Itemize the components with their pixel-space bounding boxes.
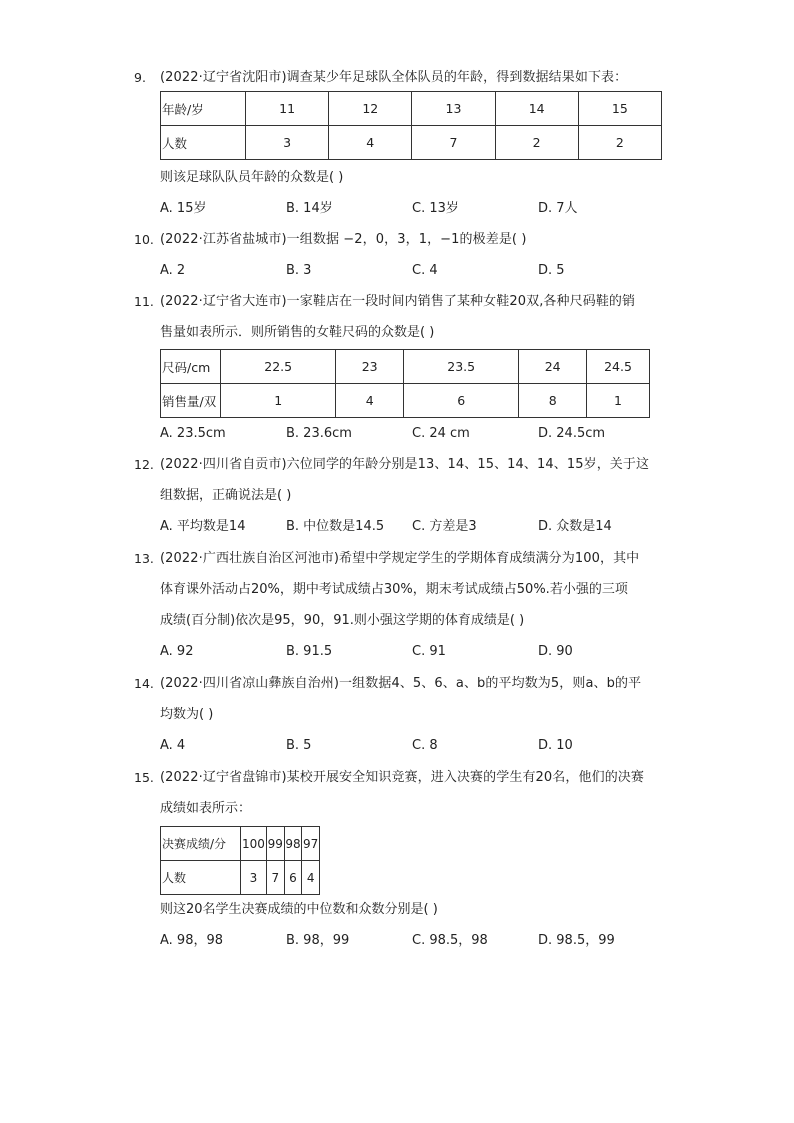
question-text: 则该足球队队员年龄的众数是( ) xyxy=(160,170,344,185)
question-text: (2022·四川省自贡市)六位同学的年龄分别是13、14、15、14、14、15岁，关于这 xyxy=(160,457,650,472)
question-10 xyxy=(134,230,674,250)
question-number: 10. xyxy=(134,232,154,247)
option-a[interactable]: A. 23.5cm xyxy=(160,426,226,441)
table-cell: 2 xyxy=(578,126,661,160)
option-c[interactable]: C. 13岁 xyxy=(412,201,459,216)
table-cell: 销售量/双 xyxy=(161,384,221,418)
question-15-line2 xyxy=(134,799,674,819)
question-12 xyxy=(134,455,674,475)
shoe-size-table xyxy=(160,349,650,418)
option-c[interactable]: C. 24 cm xyxy=(412,426,470,441)
option-b[interactable]: B. 3 xyxy=(286,263,312,278)
question-11-line2 xyxy=(134,323,674,343)
question-11-options xyxy=(134,424,674,444)
question-number: 14. xyxy=(134,676,154,691)
table-cell: 人数 xyxy=(161,861,241,895)
table-cell: 6 xyxy=(284,861,302,895)
question-text: 成绩如表所示： xyxy=(160,801,252,816)
score-table xyxy=(160,826,320,895)
table-cell: 7 xyxy=(266,861,284,895)
question-text: (2022·四川省凉山彝族自治州)一组数据4、5、6、a、b的平均数为5，则a、b的平 xyxy=(160,676,642,691)
option-b[interactable]: B. 98，99 xyxy=(286,933,350,948)
table-cell: 14 xyxy=(495,92,578,126)
question-number: 11. xyxy=(134,294,154,309)
option-b[interactable]: B. 14岁 xyxy=(286,201,333,216)
table-cell: 15 xyxy=(578,92,661,126)
table-cell: 23.5 xyxy=(404,350,519,384)
option-d[interactable]: D. 众数是14 xyxy=(538,519,612,534)
option-c[interactable]: C. 91 xyxy=(412,644,446,659)
table-cell: 13 xyxy=(412,92,495,126)
question-15-after xyxy=(134,900,674,920)
option-b[interactable]: B. 5 xyxy=(286,738,312,753)
question-text: 体育课外活动占20%，期中考试成绩占30%，期末考试成绩占50%.若小强的三项 xyxy=(160,582,628,597)
question-text: (2022·江苏省盐城市)一组数据 −2，0，3，1，−1的极差是( ) xyxy=(160,232,527,247)
question-line xyxy=(134,68,674,88)
question-12-line2 xyxy=(134,486,674,506)
option-b[interactable]: B. 中位数是14.5 xyxy=(286,519,385,534)
table-cell: 年龄/岁 xyxy=(161,92,246,126)
question-text: (2022·辽宁省大连市)一家鞋店在一段时间内销售了某种女鞋20双,各种尺码鞋的销 xyxy=(160,294,636,309)
table-cell: 4 xyxy=(302,861,320,895)
question-number: 15. xyxy=(134,770,154,785)
table-cell: 24 xyxy=(519,350,587,384)
question-9 xyxy=(134,68,674,88)
table-cell: 2 xyxy=(495,126,578,160)
question-text: (2022·辽宁省盘锦市)某校开展安全知识竞赛，进入决赛的学生有20名，他们的决赛 xyxy=(160,770,645,785)
question-12-options xyxy=(134,517,674,537)
option-d[interactable]: D. 7人 xyxy=(538,201,578,216)
table-cell: 24.5 xyxy=(587,350,650,384)
question-15 xyxy=(134,768,674,788)
option-a[interactable]: A. 92 xyxy=(160,644,194,659)
table-cell: 决赛成绩/分 xyxy=(161,827,241,861)
table-cell: 23 xyxy=(336,350,404,384)
table-cell: 人数 xyxy=(161,126,246,160)
question-number: 13. xyxy=(134,551,154,566)
table-cell: 4 xyxy=(329,126,412,160)
question-text: (2022·辽宁省沈阳市)调查某少年足球队全体队员的年龄，得到数据结果如下表： xyxy=(160,70,628,85)
table-cell: 97 xyxy=(302,827,320,861)
question-9-options xyxy=(134,199,674,219)
option-d[interactable]: D. 10 xyxy=(538,738,573,753)
table-cell: 8 xyxy=(519,384,587,418)
age-table xyxy=(160,91,662,160)
option-c[interactable]: C. 4 xyxy=(412,263,438,278)
question-number: 9. xyxy=(134,70,146,85)
table-cell: 99 xyxy=(266,827,284,861)
option-b[interactable]: B. 23.6cm xyxy=(286,426,352,441)
option-a[interactable]: A. 2 xyxy=(160,263,186,278)
table-cell: 1 xyxy=(221,384,336,418)
question-text: 售量如表所示．则所销售的女鞋尺码的众数是( ) xyxy=(160,325,435,340)
table-cell: 7 xyxy=(412,126,495,160)
question-13-line2 xyxy=(134,580,674,600)
option-d[interactable]: D. 98.5，99 xyxy=(538,933,615,948)
question-text: 组数据，正确说法是( ) xyxy=(160,488,292,503)
table-cell: 1 xyxy=(587,384,650,418)
option-a[interactable]: A. 平均数是14 xyxy=(160,519,246,534)
table-cell: 3 xyxy=(241,861,267,895)
question-14-line2 xyxy=(134,705,674,725)
question-13-options xyxy=(134,642,674,662)
table-cell: 22.5 xyxy=(221,350,336,384)
option-a[interactable]: A. 15岁 xyxy=(160,201,207,216)
option-a[interactable]: A. 4 xyxy=(160,738,186,753)
option-d[interactable]: D. 5 xyxy=(538,263,565,278)
option-c[interactable]: C. 方差是3 xyxy=(412,519,477,534)
option-d[interactable]: D. 90 xyxy=(538,644,573,659)
table-cell: 尺码/cm xyxy=(161,350,221,384)
table-cell: 6 xyxy=(404,384,519,418)
question-14-options xyxy=(134,736,674,756)
table-cell: 12 xyxy=(329,92,412,126)
question-14 xyxy=(134,674,674,694)
option-c[interactable]: C. 8 xyxy=(412,738,438,753)
table-cell: 3 xyxy=(246,126,329,160)
question-text: (2022·广西壮族自治区河池市)希望中学规定学生的学期体育成绩满分为100，其中 xyxy=(160,551,640,566)
table-cell: 4 xyxy=(336,384,404,418)
question-13 xyxy=(134,549,674,569)
question-text: 则这20名学生决赛成绩的中位数和众数分别是( ) xyxy=(160,902,438,917)
option-a[interactable]: A. 98，98 xyxy=(160,933,224,948)
question-13-line3 xyxy=(134,611,674,631)
question-number: 12. xyxy=(134,457,154,472)
table-cell: 98 xyxy=(284,827,302,861)
table-cell: 100 xyxy=(241,827,267,861)
option-c[interactable]: C. 98.5，98 xyxy=(412,933,488,948)
question-text: 成绩(百分制)依次是95，90，91.则小强这学期的体育成绩是( ) xyxy=(160,613,525,628)
option-b[interactable]: B. 91.5 xyxy=(286,644,333,659)
question-10-options xyxy=(134,261,674,281)
question-11 xyxy=(134,292,674,312)
question-15-options xyxy=(134,931,674,951)
question-text: 均数为( ) xyxy=(160,707,214,722)
question-9-after xyxy=(134,168,674,188)
option-d[interactable]: D. 24.5cm xyxy=(538,426,606,441)
table-cell: 11 xyxy=(246,92,329,126)
